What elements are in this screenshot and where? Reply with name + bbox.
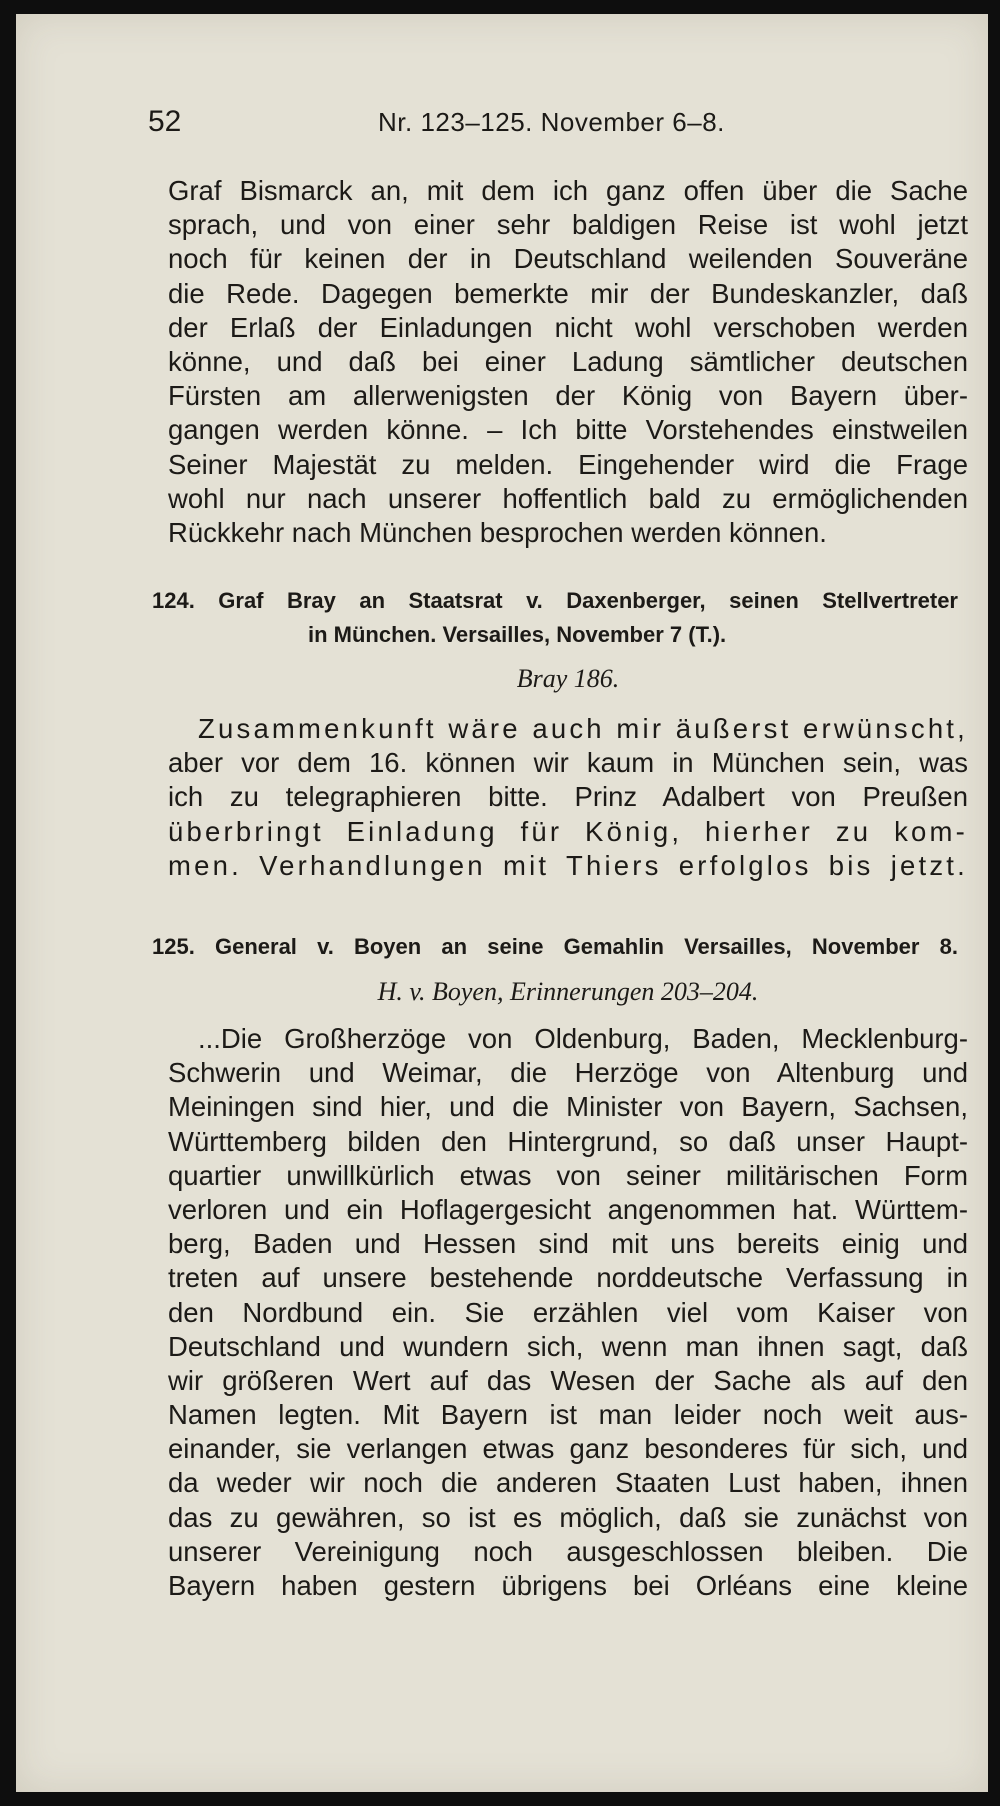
text-line: der Erlaß der Einladungen nicht wohl verschoben werden <box>168 311 968 343</box>
text-line: Rückkehr nach München besprochen werden können. <box>168 516 827 548</box>
text-line: Namen legten. Mit Bayern ist man leider noch weit aus- <box>168 1399 968 1431</box>
text-line: sprach, und von einer sehr baldigen Reise ist wohl jetzt <box>168 209 968 241</box>
text-line: gangen werden könne. – Ich bitte Vorstehendes einstweilen <box>168 414 968 446</box>
source-reference: Bray 186. <box>516 664 620 693</box>
text-line: unserer Vereinigung noch ausgeschlossen bleiben. Die <box>168 1535 968 1567</box>
doc-124-heading <box>152 584 958 652</box>
document-heading: 124. Graf Bray an Staatsrat v. Daxenberger, seinen Stellvertreter <box>152 588 958 613</box>
doc-125-heading <box>152 930 958 964</box>
document-heading: 125. General v. Boyen an seine Gemahlin Versailles, November 8. <box>152 934 958 959</box>
text-line: Deutschland und wundern sich, wenn man ihnen sagt, daß <box>168 1330 968 1362</box>
text-line: könne, und daß bei einer Ladung sämtlicher deutschen <box>168 345 968 377</box>
text-line: ...Die Großherzöge von Oldenburg, Baden, Mecklenburg- <box>198 1023 968 1054</box>
doc-125-source <box>168 976 968 1008</box>
text-line: berg, Baden und Hessen sind mit uns bereits einig und <box>168 1228 968 1260</box>
doc-124-source <box>168 663 968 695</box>
text-line: noch für keinen der in Deutschland weilenden Souveräne <box>168 243 968 275</box>
text-line: wir größeren Wert auf das Wesen der Sache als auf den <box>168 1364 968 1396</box>
doc-124-text <box>168 712 968 883</box>
text-line: aber vor dem 16. können wir kaum in München sein, was <box>168 747 968 779</box>
doc-123-continuation <box>168 174 968 550</box>
text-line: wohl nur nach unserer hoffentlich bald zu ermöglichenden <box>168 482 968 514</box>
text-line: men. Verhandlungen mit Thiers erfolglos bis jetzt. <box>168 849 968 881</box>
text-line: Schwerin und Weimar, die Herzöge von Altenburg und <box>168 1057 968 1089</box>
text-line: Graf Bismarck an, mit dem ich ganz offen über die Sache <box>168 175 968 206</box>
running-head: Nr. 123–125. November 6–8. <box>378 107 725 137</box>
text-line: verloren und ein Hoflagergesicht angenommen hat. Württem- <box>168 1193 968 1225</box>
text-line: ich zu telegraphieren bitte. Prinz Adalbert von Preußen <box>168 781 968 813</box>
document-heading-cont: in München. Versailles, November 7 (T.). <box>308 622 727 647</box>
text-line: den Nordbund ein. Sie erzählen viel vom Kaiser von <box>168 1296 968 1328</box>
text-line: einander, sie verlangen etwas ganz besonderes für sich, und <box>168 1433 968 1465</box>
source-reference: H. v. Boyen, Erinnerungen 203–204. <box>377 977 759 1006</box>
text-line: da weder wir noch die anderen Staaten Lust haben, ihnen <box>168 1467 968 1499</box>
text-line: Fürsten am allerwenigsten der König von Bayern über- <box>168 380 968 412</box>
page-number: 52 <box>148 105 182 138</box>
text-line: quartier unwillkürlich etwas von seiner militärischen Form <box>168 1159 968 1191</box>
text-line: Meiningen sind hier, und die Minister von Bayern, Sachsen, <box>168 1091 968 1123</box>
text-line: Bayern haben gestern übrigens bei Orléans eine kleine <box>168 1570 968 1601</box>
text-line: Zusammenkunft wäre auch mir äußerst erwünscht, <box>198 713 968 744</box>
text-line: die Rede. Dagegen bemerkte mir der Bundeskanzler, daß <box>168 277 968 309</box>
text-line: überbringt Einladung für König, hierher zu kom- <box>168 815 968 847</box>
text-line: Seiner Majestät zu melden. Eingehender wird die Frage <box>168 448 968 480</box>
text-line: das zu gewähren, so ist es möglich, daß sie zunächst von <box>168 1501 968 1533</box>
text-line: Württemberg bilden den Hintergrund, so daß unser Haupt- <box>168 1125 968 1157</box>
text-line: treten auf unsere bestehende norddeutsche Verfassung in <box>168 1262 968 1294</box>
doc-125-text <box>168 1022 968 1603</box>
